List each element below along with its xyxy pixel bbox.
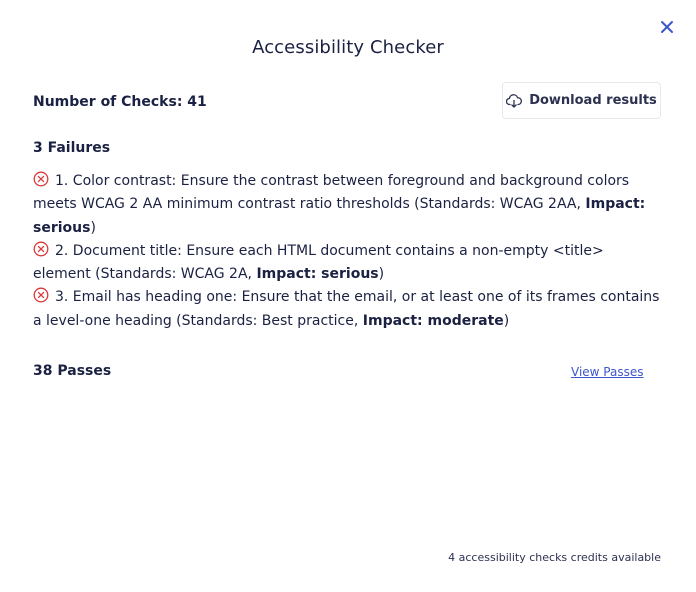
- failures-heading: 3 Failures: [33, 140, 111, 156]
- download-results-label: Download results: [529, 93, 657, 108]
- failure-item-color-contrast: [33, 170, 663, 240]
- failure-item-document-title: [33, 240, 663, 287]
- failure-text: 1. Color contrast: Ensure the contrast between foreground and background colors meets WCAG 2 AA minimum contrast ratio thresholds (Standards: WCAG 2AA,: [33, 173, 630, 213]
- failure-impact: Impact: moderate: [362, 312, 504, 329]
- cloud-download-icon: [506, 94, 522, 108]
- failure-impact: Impact: serious: [256, 266, 379, 283]
- close-button[interactable]: [656, 16, 678, 38]
- view-passes-link[interactable]: View Passes: [571, 365, 644, 379]
- download-results-button[interactable]: [502, 82, 661, 119]
- failure-close-paren: ): [503, 312, 510, 329]
- error-circle-icon: [33, 171, 49, 187]
- number-of-checks: Number of Checks: 41: [33, 94, 207, 110]
- failure-close-paren: ): [90, 219, 96, 236]
- close-icon[interactable]: [660, 20, 674, 34]
- failure-text: 3. Email has heading one: Ensure that the email, or at least one of its frames contains a level-one heading (Standards: Best practice,: [33, 289, 660, 329]
- error-circle-icon: [33, 241, 49, 257]
- failures-list: [33, 170, 663, 333]
- passes-heading: 38 Passes: [33, 363, 112, 379]
- failure-text: 2. Document title: Ensure each HTML document contains a non-empty <title> element (Standards: WCAG 2A,: [33, 242, 604, 283]
- failure-impact: Impact: serious: [33, 196, 646, 236]
- credits-available: 4 accessibility checks credits available: [448, 551, 661, 564]
- failure-close-paren: ): [378, 266, 385, 283]
- modal-title: Accessibility Checker: [252, 37, 444, 58]
- error-circle-icon: [33, 287, 49, 303]
- failure-item-email-heading: [33, 286, 663, 333]
